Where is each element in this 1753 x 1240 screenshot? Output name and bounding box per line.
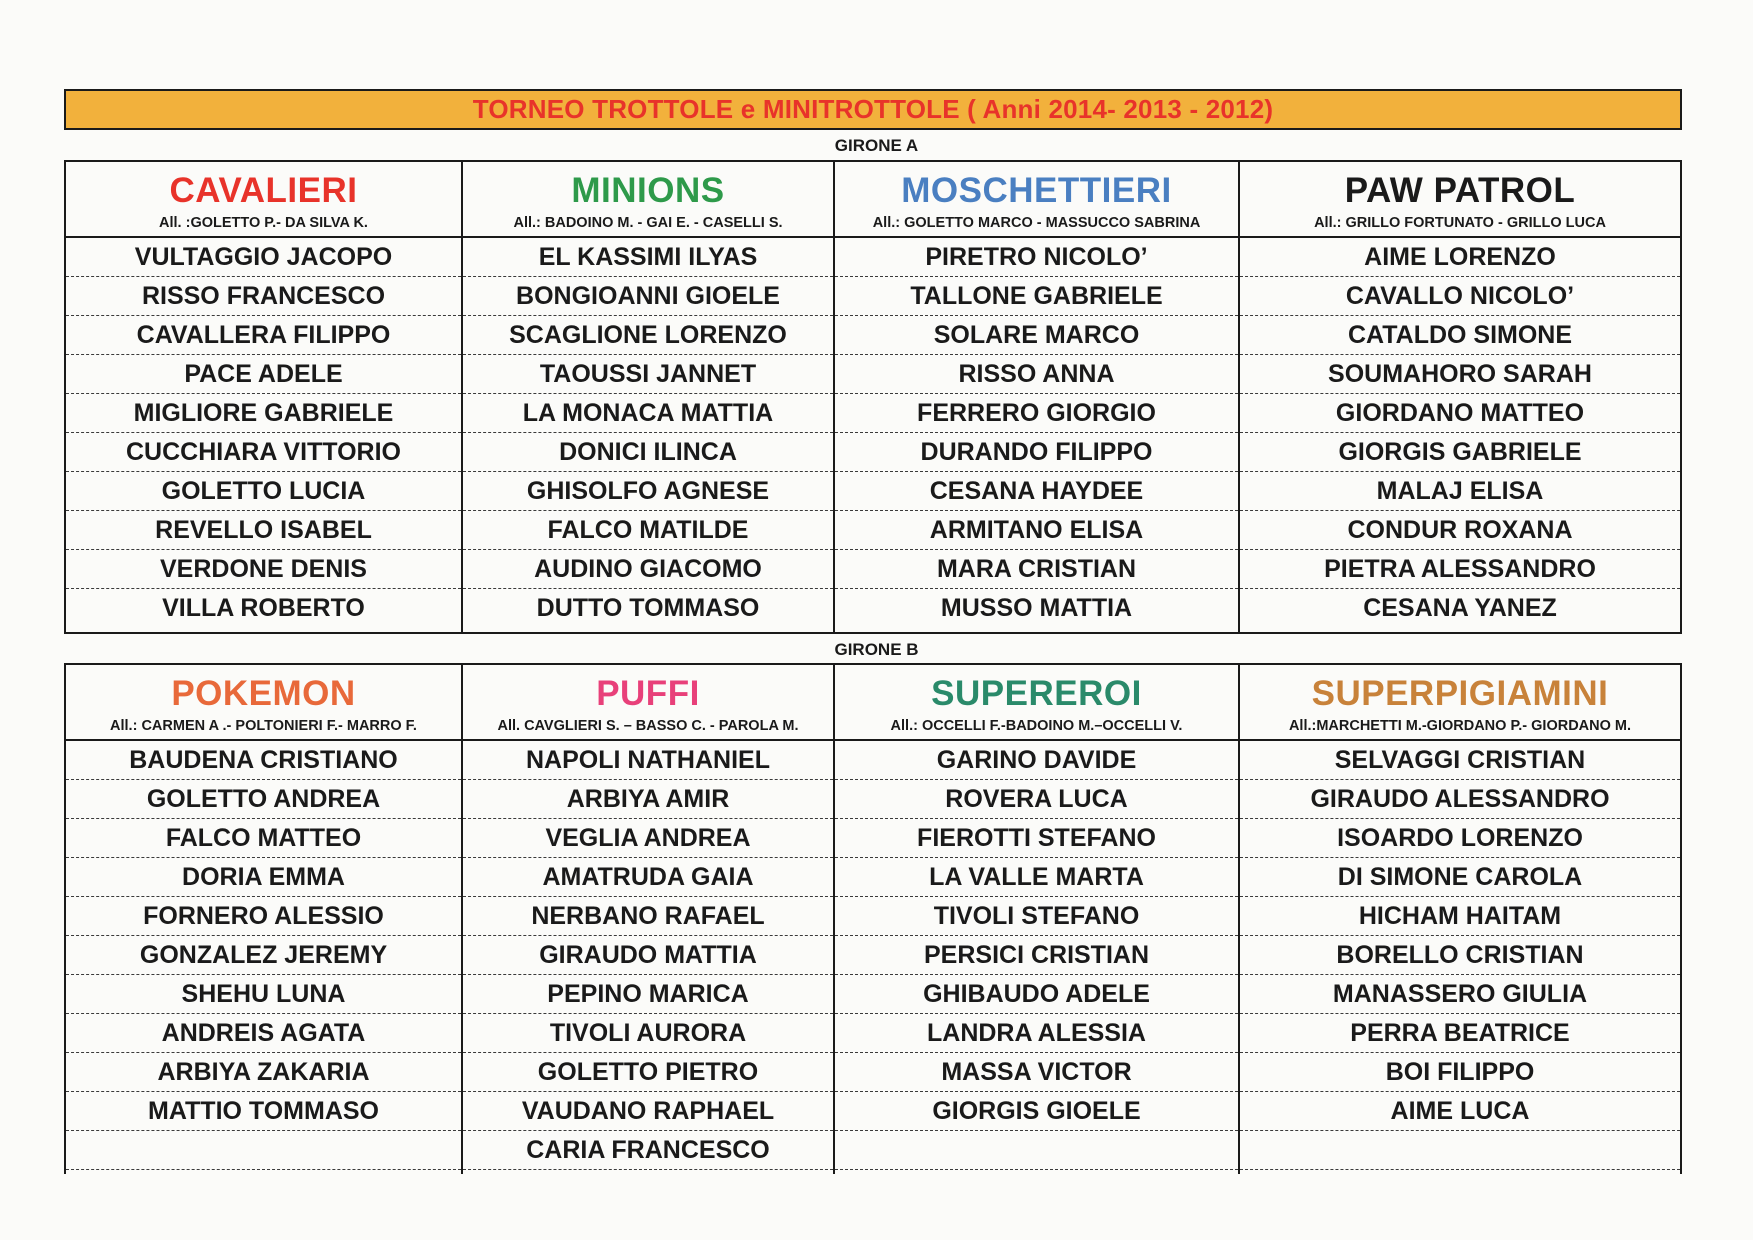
team-header (463, 162, 833, 238)
player-row: MALAJ ELISA (1240, 472, 1680, 511)
player-row: MASSA VICTOR (835, 1053, 1238, 1092)
player-row: CONDUR ROXANA (1240, 511, 1680, 550)
player-row: CAVALLERA FILIPPO (66, 316, 461, 355)
player-row: NAPOLI NATHANIEL (463, 741, 833, 780)
player-row: TALLONE GABRIELE (835, 277, 1238, 316)
player-list (835, 741, 1238, 1170)
player-row: REVELLO ISABEL (66, 511, 461, 550)
player-row: DI SIMONE CAROLA (1240, 858, 1680, 897)
group-b-table (64, 663, 1682, 1174)
player-list (463, 741, 833, 1170)
player-row: MANASSERO GIULIA (1240, 975, 1680, 1014)
player-row: PACE ADELE (66, 355, 461, 394)
player-row: PERRA BEATRICE (1240, 1014, 1680, 1053)
player-row: MIGLIORE GABRIELE (66, 394, 461, 433)
team-coaches: All.:MARCHETTI M.-GIORDANO P.- GIORDANO M. (1288, 718, 1632, 734)
team-coaches: All.: GOLETTO MARCO - MASSUCCO SABRINA (872, 215, 1201, 231)
player-row: PEPINO MARICA (463, 975, 833, 1014)
player-row: CUCCHIARA VITTORIO (66, 433, 461, 472)
team-column-puffi (461, 665, 833, 1174)
player-row: PIETRA ALESSANDRO (1240, 550, 1680, 589)
team-name: POKEMON (171, 674, 356, 713)
player-row: AMATRUDA GAIA (463, 858, 833, 897)
player-row: MARA CRISTIAN (835, 550, 1238, 589)
player-row: AIME LORENZO (1240, 238, 1680, 277)
player-row: PERSICI CRISTIAN (835, 936, 1238, 975)
team-coaches: All.: GRILLO FORTUNATO - GRILLO LUCA (1314, 215, 1606, 231)
team-column-moschettieri (833, 162, 1238, 632)
player-row (835, 1131, 1238, 1170)
player-row: SOUMAHORO SARAH (1240, 355, 1680, 394)
player-row: PIRETRO NICOLO’ (835, 238, 1238, 277)
player-row: GIRAUDO ALESSANDRO (1240, 780, 1680, 819)
player-row: EL KASSIMI ILYAS (463, 238, 833, 277)
player-row: FERRERO GIORGIO (835, 394, 1238, 433)
player-row: GOLETTO PIETRO (463, 1053, 833, 1092)
tournament-title: TORNEO TROTTOLE e MINITROTTOLE ( Anni 2014- 2013 - 2012) (64, 89, 1682, 130)
player-list (1240, 741, 1680, 1170)
player-list (463, 238, 833, 628)
player-row: GIORGIS GIOELE (835, 1092, 1238, 1131)
player-row: TIVOLI STEFANO (835, 897, 1238, 936)
player-row: ROVERA LUCA (835, 780, 1238, 819)
player-row: AUDINO GIACOMO (463, 550, 833, 589)
player-row: GHIBAUDO ADELE (835, 975, 1238, 1014)
team-header (66, 665, 461, 741)
player-row: CARIA FRANCESCO (463, 1131, 833, 1170)
player-row: TAOUSSI JANNET (463, 355, 833, 394)
player-list (66, 238, 461, 628)
player-row: LA VALLE MARTA (835, 858, 1238, 897)
player-list (835, 238, 1238, 628)
team-header (835, 162, 1238, 238)
team-name: MOSCHETTIERI (901, 171, 1172, 210)
player-row: CESANA YANEZ (1363, 594, 1557, 622)
team-coaches: All.: OCCELLI F.-BADOINO M.–OCCELLI V. (890, 718, 1183, 734)
player-row: VERDONE DENIS (66, 550, 461, 589)
player-row: DONICI ILINCA (463, 433, 833, 472)
player-row: DURANDO FILIPPO (835, 433, 1238, 472)
team-name: CAVALIERI (169, 171, 358, 210)
player-row: MATTIO TOMMASO (66, 1092, 461, 1131)
player-row: VULTAGGIO JACOPO (66, 238, 461, 277)
player-row: FIEROTTI STEFANO (835, 819, 1238, 858)
team-header (1240, 665, 1680, 741)
player-row: HICHAM HAITAM (1240, 897, 1680, 936)
player-row: GHISOLFO AGNESE (463, 472, 833, 511)
player-row: VEGLIA ANDREA (463, 819, 833, 858)
player-row: BONGIOANNI GIOELE (463, 277, 833, 316)
player-row: BOI FILIPPO (1240, 1053, 1680, 1092)
team-column-minions (461, 162, 833, 632)
team-coaches: All. CAVGLIERI S. – BASSO C. - PAROLA M. (497, 718, 799, 734)
player-row: CESANA HAYDEE (835, 472, 1238, 511)
team-coaches: All.: CARMEN A .- POLTONIERI F.- MARRO F. (110, 718, 417, 734)
player-row: ARBIYA ZAKARIA (66, 1053, 461, 1092)
player-row: CAVALLO NICOLO’ (1240, 277, 1680, 316)
team-name: SUPEREROI (931, 674, 1142, 713)
player-row: ARMITANO ELISA (835, 511, 1238, 550)
player-row: VILLA ROBERTO (162, 594, 365, 622)
player-row: GIRAUDO MATTIA (463, 936, 833, 975)
player-row: SELVAGGI CRISTIAN (1240, 741, 1680, 780)
group-a-table (64, 160, 1682, 634)
team-coaches: All.: BADOINO M. - GAI E. - CASELLI S. (513, 215, 783, 231)
player-row: GOLETTO ANDREA (66, 780, 461, 819)
team-column-cavalieri (66, 162, 461, 632)
player-row: GONZALEZ JEREMY (66, 936, 461, 975)
group-a-label: GIRONE A (834, 136, 919, 155)
player-row: VAUDANO RAPHAEL (463, 1092, 833, 1131)
team-name: MINIONS (571, 171, 725, 210)
player-row: GIORDANO MATTEO (1240, 394, 1680, 433)
team-header (835, 665, 1238, 741)
team-column-paw-patrol (1238, 162, 1680, 632)
player-row: AIME LUCA (1240, 1092, 1680, 1131)
player-row: SCAGLIONE LORENZO (463, 316, 833, 355)
team-header (1240, 162, 1680, 238)
player-row: MUSSO MATTIA (940, 594, 1133, 622)
player-row: SHEHU LUNA (66, 975, 461, 1014)
player-row: RISSO FRANCESCO (66, 277, 461, 316)
player-row (1240, 1131, 1680, 1170)
team-header (66, 162, 461, 238)
player-row: GARINO DAVIDE (835, 741, 1238, 780)
player-row (66, 1131, 461, 1170)
player-list (1240, 238, 1680, 628)
team-coaches: All. :GOLETTO P.- DA SILVA K. (159, 215, 368, 231)
player-row: LANDRA ALESSIA (835, 1014, 1238, 1053)
player-row: LA MONACA MATTIA (463, 394, 833, 433)
player-row: ISOARDO LORENZO (1240, 819, 1680, 858)
team-name: PUFFI (596, 674, 700, 713)
player-row: ARBIYA AMIR (463, 780, 833, 819)
player-row: SOLARE MARCO (835, 316, 1238, 355)
player-row: NERBANO RAFAEL (463, 897, 833, 936)
player-row: DORIA EMMA (66, 858, 461, 897)
player-row: FORNERO ALESSIO (66, 897, 461, 936)
player-row: CATALDO SIMONE (1240, 316, 1680, 355)
player-row: RISSO ANNA (835, 355, 1238, 394)
player-row: TIVOLI AURORA (463, 1014, 833, 1053)
team-header (463, 665, 833, 741)
team-column-pokemon (66, 665, 461, 1174)
player-row: GIORGIS GABRIELE (1240, 433, 1680, 472)
player-row: ANDREIS AGATA (66, 1014, 461, 1053)
player-list (66, 741, 461, 1170)
player-row: BAUDENA CRISTIANO (66, 741, 461, 780)
player-row: FALCO MATTEO (66, 819, 461, 858)
player-row: GOLETTO LUCIA (66, 472, 461, 511)
team-name: SUPERPIGIAMINI (1311, 674, 1609, 713)
player-row: FALCO MATILDE (463, 511, 833, 550)
player-row: DUTTO TOMMASO (536, 594, 760, 622)
team-column-supereroi (833, 665, 1238, 1174)
group-b-label: GIRONE B (834, 640, 919, 659)
team-name: PAW PATROL (1344, 171, 1576, 210)
player-row: BORELLO CRISTIAN (1240, 936, 1680, 975)
team-column-superpigiamini (1238, 665, 1680, 1174)
